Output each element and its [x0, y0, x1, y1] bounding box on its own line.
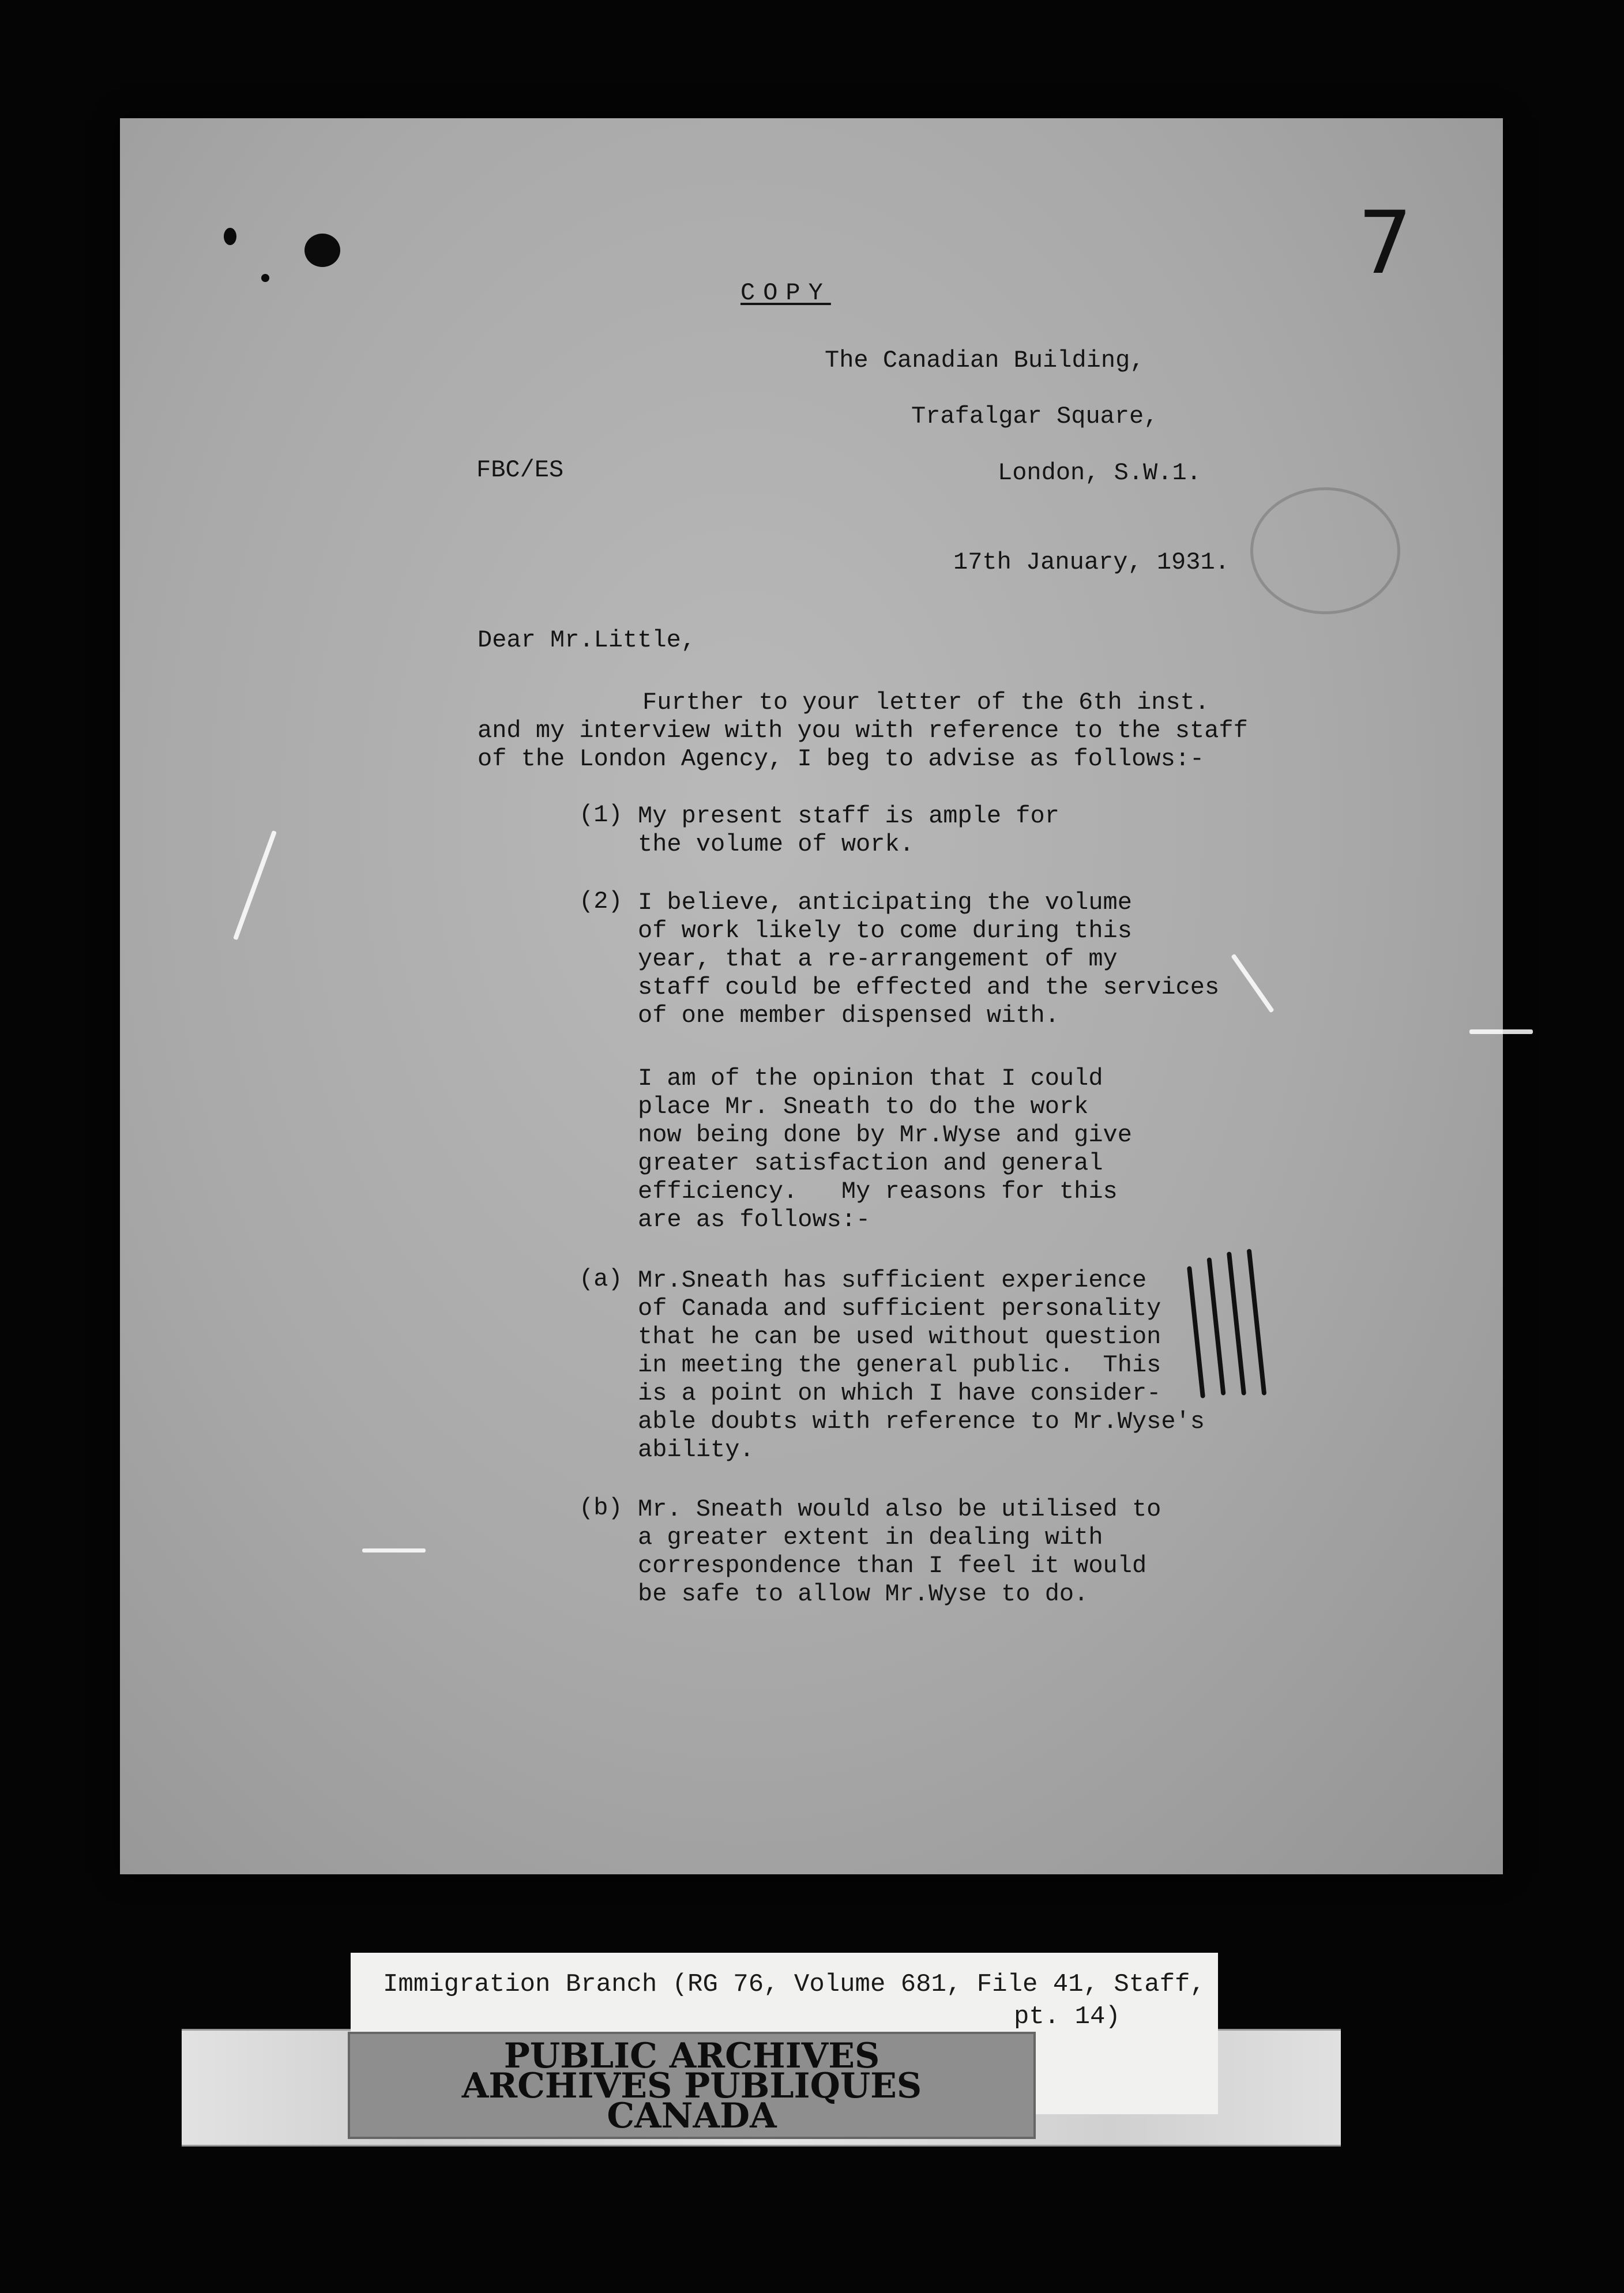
item-a-marker: (a) — [579, 1265, 623, 1293]
stamp-line-country: CANADA — [607, 2096, 777, 2136]
item-1-line: the volume of work. — [638, 830, 914, 858]
item-b-marker: (b) — [579, 1494, 623, 1522]
margin-mark — [1206, 1257, 1225, 1396]
opinion-line: are as follows:- — [638, 1206, 871, 1234]
item-2-line: I believe, anticipating the volume — [638, 889, 1132, 916]
margin-mark — [1227, 1251, 1246, 1395]
item-2-line: of one member dispensed with. — [638, 1002, 1059, 1029]
margin-mark — [1187, 1266, 1205, 1399]
archive-reference-line-1: Immigration Branch (RG 76, Volume 681, File 41, Staff, — [383, 1970, 1205, 1999]
ink-spot — [224, 228, 236, 245]
letter-sheet — [120, 118, 1503, 1874]
copy-heading: COPY — [740, 279, 831, 307]
item-b-line: correspondence than I feel it would — [638, 1552, 1147, 1580]
opinion-line: I am of the opinion that I could — [638, 1065, 1103, 1092]
opinion-line: place Mr. Sneath to do the work — [638, 1093, 1089, 1121]
item-1-marker: (1) — [579, 801, 623, 829]
item-2-line: year, that a re-arrangement of my — [638, 945, 1118, 973]
item-a-line: is a point on which I have consider- — [638, 1379, 1161, 1407]
item-a-line: Mr.Sneath has sufficient experience — [638, 1266, 1147, 1294]
opinion-line: efficiency. My reasons for this — [638, 1178, 1118, 1205]
faded-stamp — [1250, 487, 1400, 614]
item-b-line: a greater extent in dealing with — [638, 1524, 1103, 1551]
archive-reference-line-2: pt. 14) — [1014, 2002, 1121, 2031]
film-scratch — [233, 830, 277, 941]
item-1-line: My present staff is ample for — [638, 802, 1059, 830]
stamp-line-french: ARCHIVES PUBLIQUES — [461, 2066, 922, 2106]
address-line-3: London, S.W.1. — [998, 459, 1201, 487]
film-scratch — [1469, 1029, 1533, 1034]
item-a-line: of Canada and sufficient personality — [638, 1295, 1161, 1322]
intro-line-3: of the London Agency, I beg to advise as follows:- — [478, 745, 1205, 773]
item-a-line: in meeting the general public. This — [638, 1351, 1161, 1379]
address-line-2: Trafalgar Square, — [911, 403, 1159, 430]
film-scratch — [362, 1548, 426, 1553]
letter-date: 17th January, 1931. — [953, 548, 1230, 576]
opinion-line: greater satisfaction and general — [638, 1149, 1103, 1177]
item-b-line: be safe to allow Mr.Wyse to do. — [638, 1580, 1089, 1608]
opinion-line: now being done by Mr.Wyse and give — [638, 1121, 1132, 1149]
salutation: Dear Mr.Little, — [478, 626, 696, 654]
item-a-line: ability. — [638, 1436, 754, 1464]
public-archives-stamp — [348, 2032, 1036, 2139]
ink-spot — [261, 274, 269, 282]
reference-code: FBC/ES — [476, 456, 564, 484]
item-b-line: Mr. Sneath would also be utilised to — [638, 1495, 1161, 1523]
address-line-1: The Canadian Building, — [825, 347, 1145, 374]
item-2-line: of work likely to come during this — [638, 917, 1132, 945]
page-number: 7 — [1358, 193, 1413, 294]
item-a-line: able doubts with reference to Mr.Wyse's — [638, 1408, 1205, 1435]
intro-line-1: Further to your letter of the 6th inst. — [642, 689, 1209, 716]
film-scratch — [1231, 954, 1274, 1013]
stamp-line-english: PUBLIC ARCHIVES — [503, 2036, 880, 2076]
intro-line-2: and my interview with you with reference to the staff — [478, 717, 1248, 745]
item-2-marker: (2) — [579, 888, 623, 915]
item-a-line: that he can be used without question — [638, 1323, 1161, 1351]
punch-hole — [304, 234, 340, 267]
margin-mark — [1247, 1249, 1267, 1395]
item-2-line: staff could be effected and the services — [638, 973, 1220, 1001]
